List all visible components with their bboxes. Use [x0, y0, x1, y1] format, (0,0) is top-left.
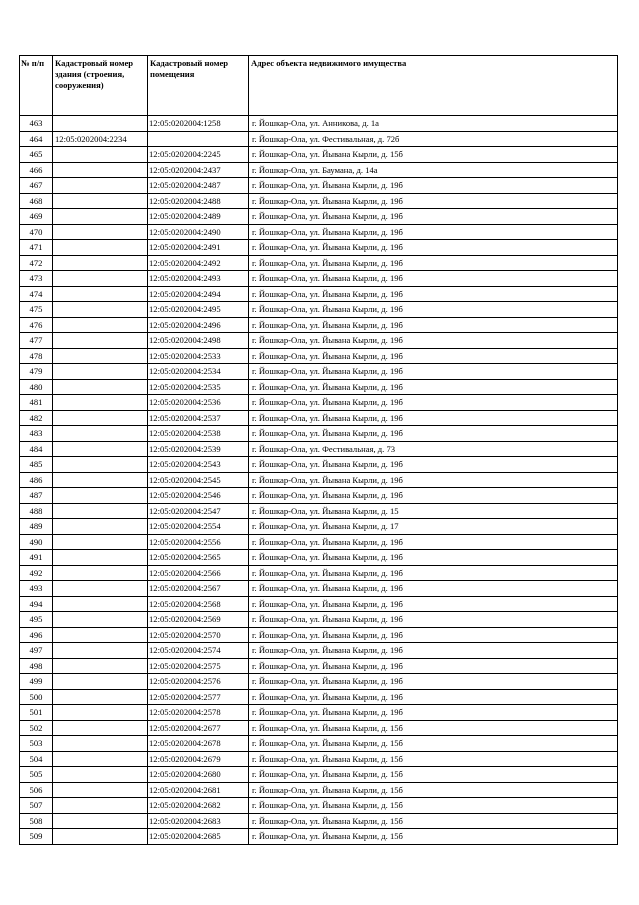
property-address: г. Йошкар-Ола, ул. Йывана Кырли, д. 19б	[249, 488, 618, 504]
room-cadastral-number: 12:05:0202004:2495	[148, 302, 249, 318]
header-row	[20, 56, 618, 116]
room-cadastral-number: 12:05:0202004:2575	[148, 658, 249, 674]
room-cadastral-number: 12:05:0202004:2576	[148, 674, 249, 690]
row-number: 481	[20, 395, 53, 411]
row-number: 488	[20, 503, 53, 519]
row-number: 493	[20, 581, 53, 597]
room-cadastral-number: 12:05:0202004:2489	[148, 209, 249, 225]
header-room-cadastral: Кадастровый номер помещения	[148, 56, 249, 116]
property-address: г. Йошкар-Ола, ул. Йывана Кырли, д. 19б	[249, 612, 618, 628]
property-address: г. Йошкар-Ола, ул. Йывана Кырли, д. 19б	[249, 581, 618, 597]
building-cadastral-number	[53, 240, 148, 256]
table-row	[20, 410, 618, 426]
property-address: г. Йошкар-Ола, ул. Баумана, д. 14а	[249, 162, 618, 178]
building-cadastral-number	[53, 488, 148, 504]
property-address: г. Йошкар-Ола, ул. Йывана Кырли, д. 19б	[249, 550, 618, 566]
building-cadastral-number	[53, 271, 148, 287]
building-cadastral-number	[53, 426, 148, 442]
building-cadastral-number	[53, 379, 148, 395]
room-cadastral-number: 12:05:0202004:2677	[148, 720, 249, 736]
row-number: 465	[20, 147, 53, 163]
row-number: 484	[20, 441, 53, 457]
room-cadastral-number: 12:05:0202004:2545	[148, 472, 249, 488]
property-address: г. Йошкар-Ола, ул. Йывана Кырли, д. 15б	[249, 798, 618, 814]
building-cadastral-number	[53, 782, 148, 798]
table-row	[20, 426, 618, 442]
row-number: 501	[20, 705, 53, 721]
building-cadastral-number	[53, 813, 148, 829]
row-number: 464	[20, 131, 53, 147]
row-number: 470	[20, 224, 53, 240]
table-row	[20, 705, 618, 721]
building-cadastral-number	[53, 302, 148, 318]
room-cadastral-number: 12:05:0202004:2535	[148, 379, 249, 395]
table-row	[20, 193, 618, 209]
table-row	[20, 472, 618, 488]
building-cadastral-number	[53, 736, 148, 752]
table-row	[20, 627, 618, 643]
room-cadastral-number: 12:05:0202004:2537	[148, 410, 249, 426]
row-number: 468	[20, 193, 53, 209]
table-row	[20, 348, 618, 364]
property-address: г. Йошкар-Ола, ул. Йывана Кырли, д. 19б	[249, 302, 618, 318]
property-address: г. Йошкар-Ола, ул. Йывана Кырли, д. 19б	[249, 426, 618, 442]
building-cadastral-number	[53, 767, 148, 783]
property-address: г. Йошкар-Ола, ул. Йывана Кырли, д. 19б	[249, 565, 618, 581]
property-address: г. Йошкар-Ола, ул. Фестивальная, д. 73	[249, 441, 618, 457]
property-address: г. Йошкар-Ола, ул. Йывана Кырли, д. 15б	[249, 720, 618, 736]
row-number: 474	[20, 286, 53, 302]
row-number: 475	[20, 302, 53, 318]
row-number: 508	[20, 813, 53, 829]
property-address: г. Йошкар-Ола, ул. Йывана Кырли, д. 19б	[249, 410, 618, 426]
building-cadastral-number	[53, 395, 148, 411]
row-number: 503	[20, 736, 53, 752]
room-cadastral-number: 12:05:0202004:2496	[148, 317, 249, 333]
row-number: 483	[20, 426, 53, 442]
room-cadastral-number: 12:05:0202004:2685	[148, 829, 249, 845]
room-cadastral-number: 12:05:0202004:2570	[148, 627, 249, 643]
table-row	[20, 333, 618, 349]
table-row	[20, 395, 618, 411]
building-cadastral-number	[53, 410, 148, 426]
table-row	[20, 364, 618, 380]
table-row	[20, 147, 618, 163]
property-registry-table	[19, 55, 618, 845]
property-address: г. Йошкар-Ола, ул. Анникова, д. 1а	[249, 116, 618, 132]
table-row	[20, 658, 618, 674]
row-number: 496	[20, 627, 53, 643]
building-cadastral-number	[53, 441, 148, 457]
row-number: 480	[20, 379, 53, 395]
room-cadastral-number: 12:05:0202004:2683	[148, 813, 249, 829]
property-address: г. Йошкар-Ола, ул. Йывана Кырли, д. 19б	[249, 534, 618, 550]
property-address: г. Йошкар-Ола, ул. Йывана Кырли, д. 19б	[249, 658, 618, 674]
room-cadastral-number: 12:05:0202004:2536	[148, 395, 249, 411]
row-number: 472	[20, 255, 53, 271]
table-row	[20, 317, 618, 333]
row-number: 499	[20, 674, 53, 690]
room-cadastral-number: 12:05:0202004:2493	[148, 271, 249, 287]
property-address: г. Йошкар-Ола, ул. Йывана Кырли, д. 15б	[249, 736, 618, 752]
building-cadastral-number	[53, 705, 148, 721]
row-number: 476	[20, 317, 53, 333]
property-address: г. Йошкар-Ола, ул. Йывана Кырли, д. 19б	[249, 674, 618, 690]
building-cadastral-number	[53, 658, 148, 674]
table-row	[20, 565, 618, 581]
table-row	[20, 751, 618, 767]
property-address: г. Йошкар-Ола, ул. Йывана Кырли, д. 15б	[249, 751, 618, 767]
building-cadastral-number	[53, 364, 148, 380]
building-cadastral-number	[53, 596, 148, 612]
room-cadastral-number: 12:05:0202004:2567	[148, 581, 249, 597]
row-number: 505	[20, 767, 53, 783]
property-address: г. Йошкар-Ола, ул. Фестивальная, д. 72б	[249, 131, 618, 147]
property-address: г. Йошкар-Ола, ул. Йывана Кырли, д. 19б	[249, 240, 618, 256]
property-address: г. Йошкар-Ола, ул. Йывана Кырли, д. 19б	[249, 472, 618, 488]
table-body	[20, 116, 618, 845]
room-cadastral-number: 12:05:0202004:2494	[148, 286, 249, 302]
row-number: 486	[20, 472, 53, 488]
table-row	[20, 534, 618, 550]
building-cadastral-number	[53, 751, 148, 767]
table-row	[20, 240, 618, 256]
property-address: г. Йошкар-Ола, ул. Йывана Кырли, д. 15б	[249, 147, 618, 163]
row-number: 506	[20, 782, 53, 798]
building-cadastral-number	[53, 255, 148, 271]
property-address: г. Йошкар-Ола, ул. Йывана Кырли, д. 19б	[249, 209, 618, 225]
room-cadastral-number: 12:05:0202004:2682	[148, 798, 249, 814]
room-cadastral-number: 12:05:0202004:2491	[148, 240, 249, 256]
building-cadastral-number: 12:05:0202004:2234	[53, 131, 148, 147]
row-number: 504	[20, 751, 53, 767]
row-number: 479	[20, 364, 53, 380]
property-address: г. Йошкар-Ола, ул. Йывана Кырли, д. 17	[249, 519, 618, 535]
header-address: Адрес объекта недвижимого имущества	[249, 56, 618, 116]
room-cadastral-number: 12:05:0202004:2488	[148, 193, 249, 209]
table-row	[20, 379, 618, 395]
table-row	[20, 674, 618, 690]
building-cadastral-number	[53, 162, 148, 178]
row-number: 477	[20, 333, 53, 349]
building-cadastral-number	[53, 550, 148, 566]
room-cadastral-number: 12:05:0202004:2566	[148, 565, 249, 581]
building-cadastral-number	[53, 348, 148, 364]
building-cadastral-number	[53, 178, 148, 194]
row-number: 500	[20, 689, 53, 705]
row-number: 507	[20, 798, 53, 814]
property-address: г. Йошкар-Ола, ул. Йывана Кырли, д. 19б	[249, 271, 618, 287]
building-cadastral-number	[53, 643, 148, 659]
row-number: 492	[20, 565, 53, 581]
room-cadastral-number: 12:05:0202004:2546	[148, 488, 249, 504]
table-row	[20, 596, 618, 612]
room-cadastral-number: 12:05:0202004:2679	[148, 751, 249, 767]
row-number: 482	[20, 410, 53, 426]
row-number: 473	[20, 271, 53, 287]
table-row	[20, 178, 618, 194]
property-address: г. Йошкар-Ола, ул. Йывана Кырли, д. 15б	[249, 782, 618, 798]
row-number: 495	[20, 612, 53, 628]
table-row	[20, 488, 618, 504]
room-cadastral-number: 12:05:0202004:2492	[148, 255, 249, 271]
property-address: г. Йошкар-Ола, ул. Йывана Кырли, д. 19б	[249, 255, 618, 271]
table-row	[20, 116, 618, 132]
table-row	[20, 457, 618, 473]
property-address: г. Йошкар-Ола, ул. Йывана Кырли, д. 19б	[249, 596, 618, 612]
table-row	[20, 782, 618, 798]
property-address: г. Йошкар-Ола, ул. Йывана Кырли, д. 19б	[249, 317, 618, 333]
room-cadastral-number: 12:05:0202004:2556	[148, 534, 249, 550]
table-row	[20, 131, 618, 147]
row-number: 478	[20, 348, 53, 364]
row-number: 467	[20, 178, 53, 194]
table-row	[20, 720, 618, 736]
building-cadastral-number	[53, 224, 148, 240]
table-row	[20, 503, 618, 519]
table-header	[20, 56, 618, 116]
table-row	[20, 767, 618, 783]
property-address: г. Йошкар-Ола, ул. Йывана Кырли, д. 19б	[249, 689, 618, 705]
room-cadastral-number: 12:05:0202004:2490	[148, 224, 249, 240]
building-cadastral-number	[53, 720, 148, 736]
property-address: г. Йошкар-Ола, ул. Йывана Кырли, д. 19б	[249, 627, 618, 643]
property-address: г. Йошкар-Ола, ул. Йывана Кырли, д. 19б	[249, 364, 618, 380]
building-cadastral-number	[53, 503, 148, 519]
table-row	[20, 581, 618, 597]
building-cadastral-number	[53, 116, 148, 132]
table-row	[20, 255, 618, 271]
table-row	[20, 286, 618, 302]
table-row	[20, 271, 618, 287]
room-cadastral-number	[148, 131, 249, 147]
room-cadastral-number: 12:05:0202004:2569	[148, 612, 249, 628]
table-row	[20, 689, 618, 705]
room-cadastral-number: 12:05:0202004:2574	[148, 643, 249, 659]
table-row	[20, 813, 618, 829]
row-number: 509	[20, 829, 53, 845]
row-number: 498	[20, 658, 53, 674]
property-address: г. Йошкар-Ола, ул. Йывана Кырли, д. 15б	[249, 767, 618, 783]
table-row	[20, 519, 618, 535]
building-cadastral-number	[53, 565, 148, 581]
row-number: 487	[20, 488, 53, 504]
property-address: г. Йошкар-Ола, ул. Йывана Кырли, д. 15	[249, 503, 618, 519]
property-address: г. Йошкар-Ола, ул. Йывана Кырли, д. 19б	[249, 705, 618, 721]
building-cadastral-number	[53, 798, 148, 814]
table-row	[20, 736, 618, 752]
building-cadastral-number	[53, 519, 148, 535]
room-cadastral-number: 12:05:0202004:1258	[148, 116, 249, 132]
room-cadastral-number: 12:05:0202004:2547	[148, 503, 249, 519]
room-cadastral-number: 12:05:0202004:2543	[148, 457, 249, 473]
property-address: г. Йошкар-Ола, ул. Йывана Кырли, д. 19б	[249, 286, 618, 302]
table-row	[20, 162, 618, 178]
room-cadastral-number: 12:05:0202004:2437	[148, 162, 249, 178]
room-cadastral-number: 12:05:0202004:2533	[148, 348, 249, 364]
building-cadastral-number	[53, 317, 148, 333]
building-cadastral-number	[53, 457, 148, 473]
building-cadastral-number	[53, 689, 148, 705]
building-cadastral-number	[53, 534, 148, 550]
room-cadastral-number: 12:05:0202004:2539	[148, 441, 249, 457]
property-address: г. Йошкар-Ола, ул. Йывана Кырли, д. 19б	[249, 178, 618, 194]
room-cadastral-number: 12:05:0202004:2498	[148, 333, 249, 349]
building-cadastral-number	[53, 829, 148, 845]
table-row	[20, 209, 618, 225]
room-cadastral-number: 12:05:0202004:2578	[148, 705, 249, 721]
building-cadastral-number	[53, 286, 148, 302]
room-cadastral-number: 12:05:0202004:2568	[148, 596, 249, 612]
table-row	[20, 829, 618, 845]
row-number: 466	[20, 162, 53, 178]
room-cadastral-number: 12:05:0202004:2534	[148, 364, 249, 380]
building-cadastral-number	[53, 627, 148, 643]
room-cadastral-number: 12:05:0202004:2577	[148, 689, 249, 705]
table-row	[20, 224, 618, 240]
row-number: 502	[20, 720, 53, 736]
row-number: 469	[20, 209, 53, 225]
header-number: № п/п	[20, 56, 53, 116]
row-number: 485	[20, 457, 53, 473]
row-number: 491	[20, 550, 53, 566]
building-cadastral-number	[53, 147, 148, 163]
property-address: г. Йошкар-Ола, ул. Йывана Кырли, д. 19б	[249, 457, 618, 473]
building-cadastral-number	[53, 193, 148, 209]
room-cadastral-number: 12:05:0202004:2678	[148, 736, 249, 752]
room-cadastral-number: 12:05:0202004:2245	[148, 147, 249, 163]
table-row	[20, 550, 618, 566]
room-cadastral-number: 12:05:0202004:2554	[148, 519, 249, 535]
row-number: 497	[20, 643, 53, 659]
building-cadastral-number	[53, 612, 148, 628]
property-address: г. Йошкар-Ола, ул. Йывана Кырли, д. 19б	[249, 333, 618, 349]
row-number: 494	[20, 596, 53, 612]
room-cadastral-number: 12:05:0202004:2487	[148, 178, 249, 194]
property-address: г. Йошкар-Ола, ул. Йывана Кырли, д. 19б	[249, 193, 618, 209]
room-cadastral-number: 12:05:0202004:2681	[148, 782, 249, 798]
table-row	[20, 643, 618, 659]
building-cadastral-number	[53, 472, 148, 488]
header-building-cadastral: Кадастровый номер здания (строения, сооружения)	[53, 56, 148, 116]
property-address: г. Йошкар-Ола, ул. Йывана Кырли, д. 19б	[249, 395, 618, 411]
row-number: 489	[20, 519, 53, 535]
building-cadastral-number	[53, 674, 148, 690]
property-address: г. Йошкар-Ола, ул. Йывана Кырли, д. 19б	[249, 348, 618, 364]
room-cadastral-number: 12:05:0202004:2680	[148, 767, 249, 783]
property-address: г. Йошкар-Ола, ул. Йывана Кырли, д. 19б	[249, 643, 618, 659]
room-cadastral-number: 12:05:0202004:2565	[148, 550, 249, 566]
table-row	[20, 612, 618, 628]
property-address: г. Йошкар-Ола, ул. Йывана Кырли, д. 19б	[249, 379, 618, 395]
building-cadastral-number	[53, 209, 148, 225]
property-address: г. Йошкар-Ола, ул. Йывана Кырли, д. 15б	[249, 829, 618, 845]
table-row	[20, 441, 618, 457]
room-cadastral-number: 12:05:0202004:2538	[148, 426, 249, 442]
building-cadastral-number	[53, 581, 148, 597]
row-number: 471	[20, 240, 53, 256]
table-row	[20, 798, 618, 814]
table-row	[20, 302, 618, 318]
row-number: 490	[20, 534, 53, 550]
row-number: 463	[20, 116, 53, 132]
property-address: г. Йошкар-Ола, ул. Йывана Кырли, д. 15б	[249, 813, 618, 829]
property-address: г. Йошкар-Ола, ул. Йывана Кырли, д. 19б	[249, 224, 618, 240]
building-cadastral-number	[53, 333, 148, 349]
